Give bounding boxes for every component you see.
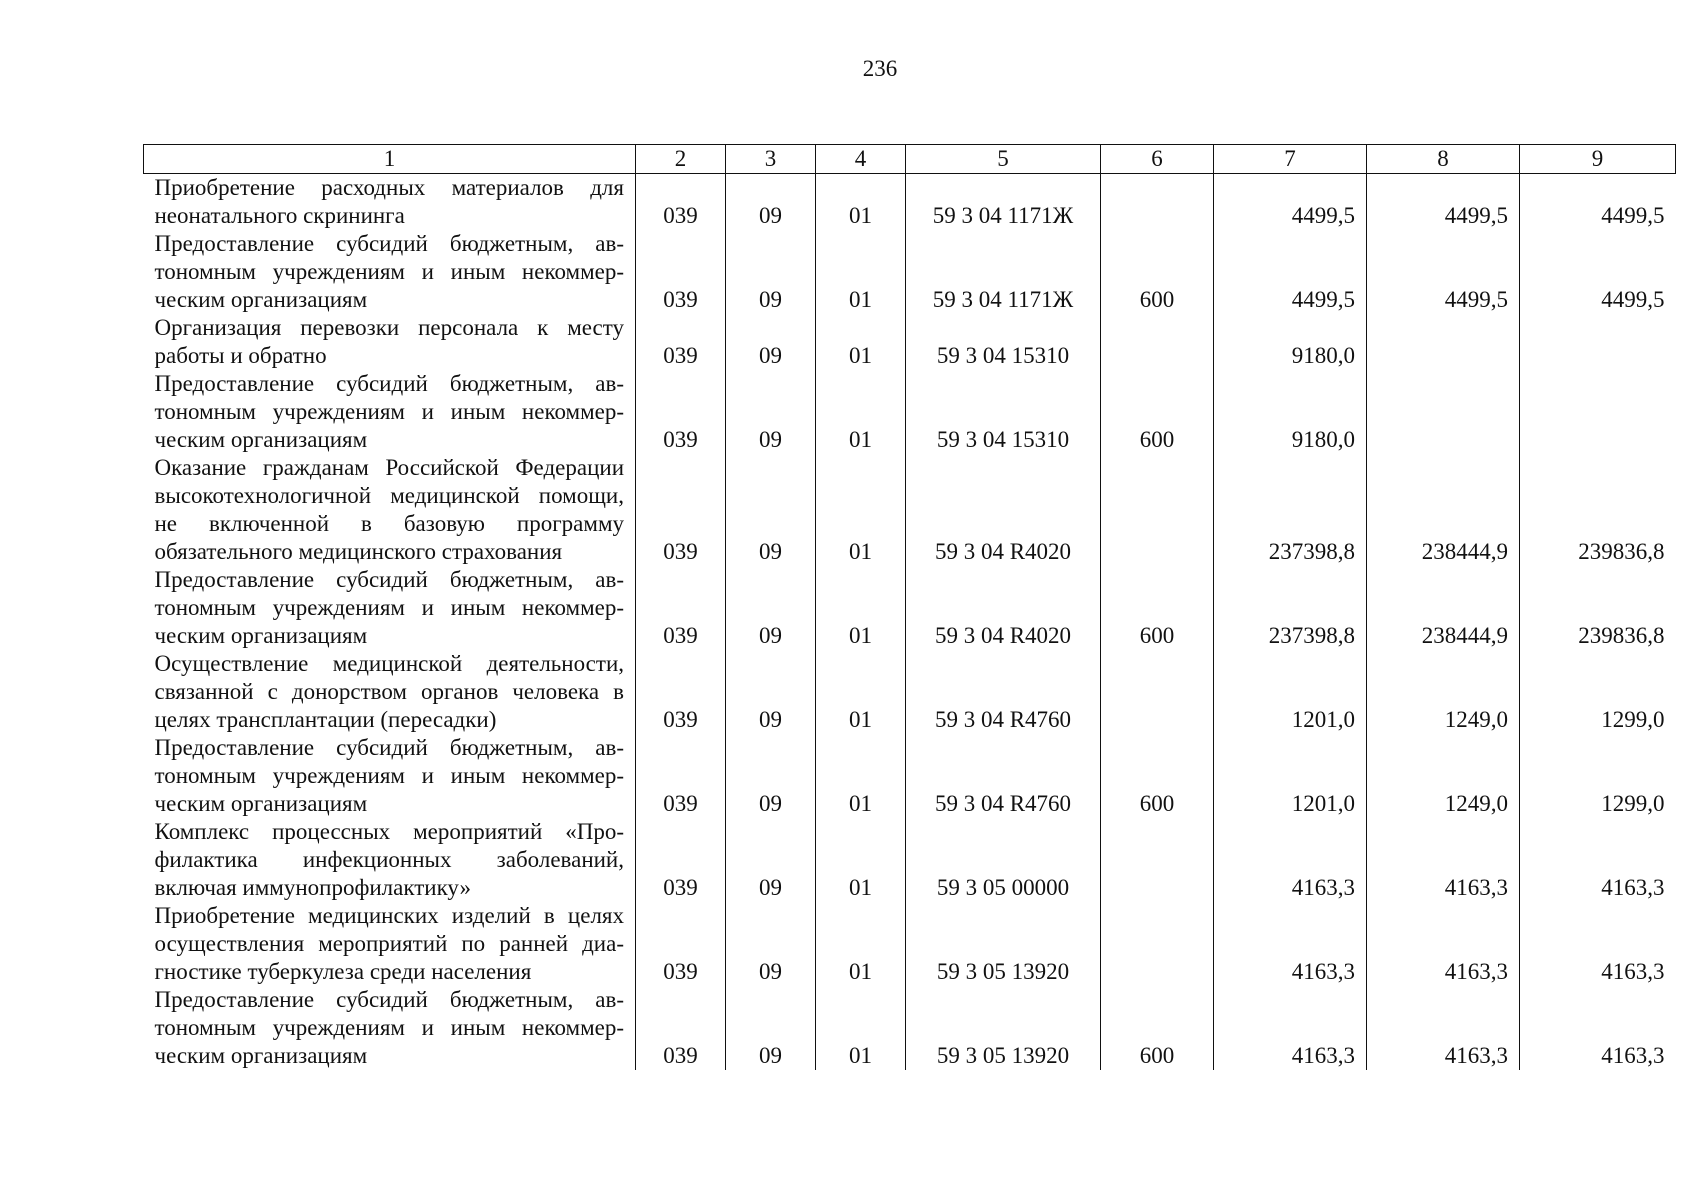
amount-year-2: 1249,0 (1367, 650, 1520, 734)
amount-year-1: 237398,8 (1214, 566, 1367, 650)
department-code: 039 (636, 734, 726, 818)
table-row (144, 174, 1676, 231)
expense-type-code: 600 (1101, 230, 1214, 314)
table-row (144, 734, 1676, 818)
amount-year-3 (1520, 370, 1676, 454)
target-item-code: 59 3 04 R4760 (906, 734, 1101, 818)
table-row (144, 902, 1676, 986)
target-item-code: 59 3 04 1171Ж (906, 174, 1101, 231)
amount-year-1: 9180,0 (1214, 314, 1367, 370)
column-header: 8 (1367, 145, 1520, 174)
expense-name: Организация перевозки персонала к месту работы и обратно (154, 315, 624, 368)
subsection-code: 01 (816, 314, 906, 370)
section-code: 09 (726, 650, 816, 734)
amount-year-1: 4163,3 (1214, 902, 1367, 986)
column-header: 3 (726, 145, 816, 174)
target-item-code: 59 3 05 13920 (906, 986, 1101, 1070)
target-item-code: 59 3 05 00000 (906, 818, 1101, 902)
column-header: 9 (1520, 145, 1676, 174)
expense-name: Предоставление субсидий бюджетным, автономным учреждениям и иным некоммерческим организациям (154, 371, 624, 452)
amount-year-1: 4163,3 (1214, 818, 1367, 902)
section-code: 09 (726, 454, 816, 566)
expense-type-code (1101, 818, 1214, 902)
expense-type-code: 600 (1101, 566, 1214, 650)
amount-year-2: 1249,0 (1367, 734, 1520, 818)
table-row (144, 454, 1676, 566)
target-item-code: 59 3 04 15310 (906, 370, 1101, 454)
subsection-code: 01 (816, 230, 906, 314)
department-code: 039 (636, 454, 726, 566)
amount-year-2: 4163,3 (1367, 986, 1520, 1070)
amount-year-3: 4499,5 (1520, 174, 1676, 231)
department-code: 039 (636, 566, 726, 650)
subsection-code: 01 (816, 650, 906, 734)
amount-year-2: 4163,3 (1367, 818, 1520, 902)
expense-name: Предоставление субсидий бюджетным, автономным учреждениям и иным некоммерческим организациям (154, 567, 624, 648)
table-row (144, 230, 1676, 314)
amount-year-1: 4499,5 (1214, 230, 1367, 314)
table-row (144, 818, 1676, 902)
department-code: 039 (636, 818, 726, 902)
expense-name: Предоставление субсидий бюджетным, автономным учреждениям и иным некоммерческим организациям (154, 987, 624, 1068)
department-code: 039 (636, 902, 726, 986)
section-code: 09 (726, 174, 816, 231)
expense-type-code (1101, 314, 1214, 370)
table-row (144, 566, 1676, 650)
column-header: 6 (1101, 145, 1214, 174)
amount-year-3: 4163,3 (1520, 902, 1676, 986)
budget-table (143, 144, 1676, 1070)
amount-year-2 (1367, 314, 1520, 370)
amount-year-3: 1299,0 (1520, 650, 1676, 734)
section-code: 09 (726, 986, 816, 1070)
table-row (144, 370, 1676, 454)
expense-name: Предоставление субсидий бюджетным, автономным учреждениям и иным некоммерческим организациям (154, 231, 624, 312)
expense-name: Предоставление субсидий бюджетным, автономным учреждениям и иным некоммерческим организациям (154, 735, 624, 816)
amount-year-2: 4499,5 (1367, 230, 1520, 314)
amount-year-3: 239836,8 (1520, 566, 1676, 650)
subsection-code: 01 (816, 734, 906, 818)
department-code: 039 (636, 230, 726, 314)
target-item-code: 59 3 04 R4760 (906, 650, 1101, 734)
amount-year-1: 1201,0 (1214, 734, 1367, 818)
section-code: 09 (726, 314, 816, 370)
subsection-code: 01 (816, 986, 906, 1070)
subsection-code: 01 (816, 818, 906, 902)
amount-year-1: 4499,5 (1214, 174, 1367, 231)
expense-name: Комплекс процессных мероприятий «Профилактика инфекционных заболеваний, включая иммунопрофилактику» (154, 819, 624, 900)
expense-type-code (1101, 454, 1214, 566)
section-code: 09 (726, 230, 816, 314)
amount-year-2: 238444,9 (1367, 454, 1520, 566)
amount-year-2: 238444,9 (1367, 566, 1520, 650)
section-code: 09 (726, 566, 816, 650)
table-row (144, 986, 1676, 1070)
amount-year-1: 4163,3 (1214, 986, 1367, 1070)
department-code: 039 (636, 314, 726, 370)
amount-year-3: 1299,0 (1520, 734, 1676, 818)
subsection-code: 01 (816, 174, 906, 231)
amount-year-1: 9180,0 (1214, 370, 1367, 454)
section-code: 09 (726, 370, 816, 454)
target-item-code: 59 3 04 R4020 (906, 454, 1101, 566)
section-code: 09 (726, 818, 816, 902)
column-header: 4 (816, 145, 906, 174)
expense-name: Оказание гражданам Российской Федерации высокотехнологичной медицинской помощи, не включенной в базовую программу обязательного медицинского страхования (154, 455, 624, 564)
column-number-header-row (144, 145, 1676, 174)
expense-name: Осуществление медицинской деятельности, связанной с донорством органов человека в целях трансплантации (пересадки) (154, 651, 624, 732)
amount-year-3: 4163,3 (1520, 986, 1676, 1070)
target-item-code: 59 3 05 13920 (906, 902, 1101, 986)
page-number: 236 (862, 56, 898, 81)
expense-type-code: 600 (1101, 370, 1214, 454)
expense-type-code: 600 (1101, 734, 1214, 818)
column-header: 1 (144, 145, 636, 174)
amount-year-2: 4499,5 (1367, 174, 1520, 231)
table-row (144, 650, 1676, 734)
amount-year-3 (1520, 314, 1676, 370)
expense-type-code: 600 (1101, 986, 1214, 1070)
department-code: 039 (636, 370, 726, 454)
section-code: 09 (726, 734, 816, 818)
subsection-code: 01 (816, 902, 906, 986)
amount-year-2: 4163,3 (1367, 902, 1520, 986)
expense-type-code (1101, 902, 1214, 986)
table-row (144, 314, 1676, 370)
department-code: 039 (636, 174, 726, 231)
department-code: 039 (636, 986, 726, 1070)
amount-year-3: 4499,5 (1520, 230, 1676, 314)
target-item-code: 59 3 04 1171Ж (906, 230, 1101, 314)
amount-year-3: 239836,8 (1520, 454, 1676, 566)
amount-year-2 (1367, 370, 1520, 454)
expense-name: Приобретение медицинских изделий в целях осуществления мероприятий по ранней диагностике туберкулеза среди населения (154, 903, 624, 984)
target-item-code: 59 3 04 15310 (906, 314, 1101, 370)
department-code: 039 (636, 650, 726, 734)
column-header: 7 (1214, 145, 1367, 174)
column-header: 5 (906, 145, 1101, 174)
expense-name: Приобретение расходных материалов для неонатального скрининга (154, 175, 624, 228)
target-item-code: 59 3 04 R4020 (906, 566, 1101, 650)
subsection-code: 01 (816, 566, 906, 650)
amount-year-1: 1201,0 (1214, 650, 1367, 734)
expense-type-code (1101, 174, 1214, 231)
subsection-code: 01 (816, 454, 906, 566)
amount-year-1: 237398,8 (1214, 454, 1367, 566)
subsection-code: 01 (816, 370, 906, 454)
column-header: 2 (636, 145, 726, 174)
section-code: 09 (726, 902, 816, 986)
amount-year-3: 4163,3 (1520, 818, 1676, 902)
expense-type-code (1101, 650, 1214, 734)
